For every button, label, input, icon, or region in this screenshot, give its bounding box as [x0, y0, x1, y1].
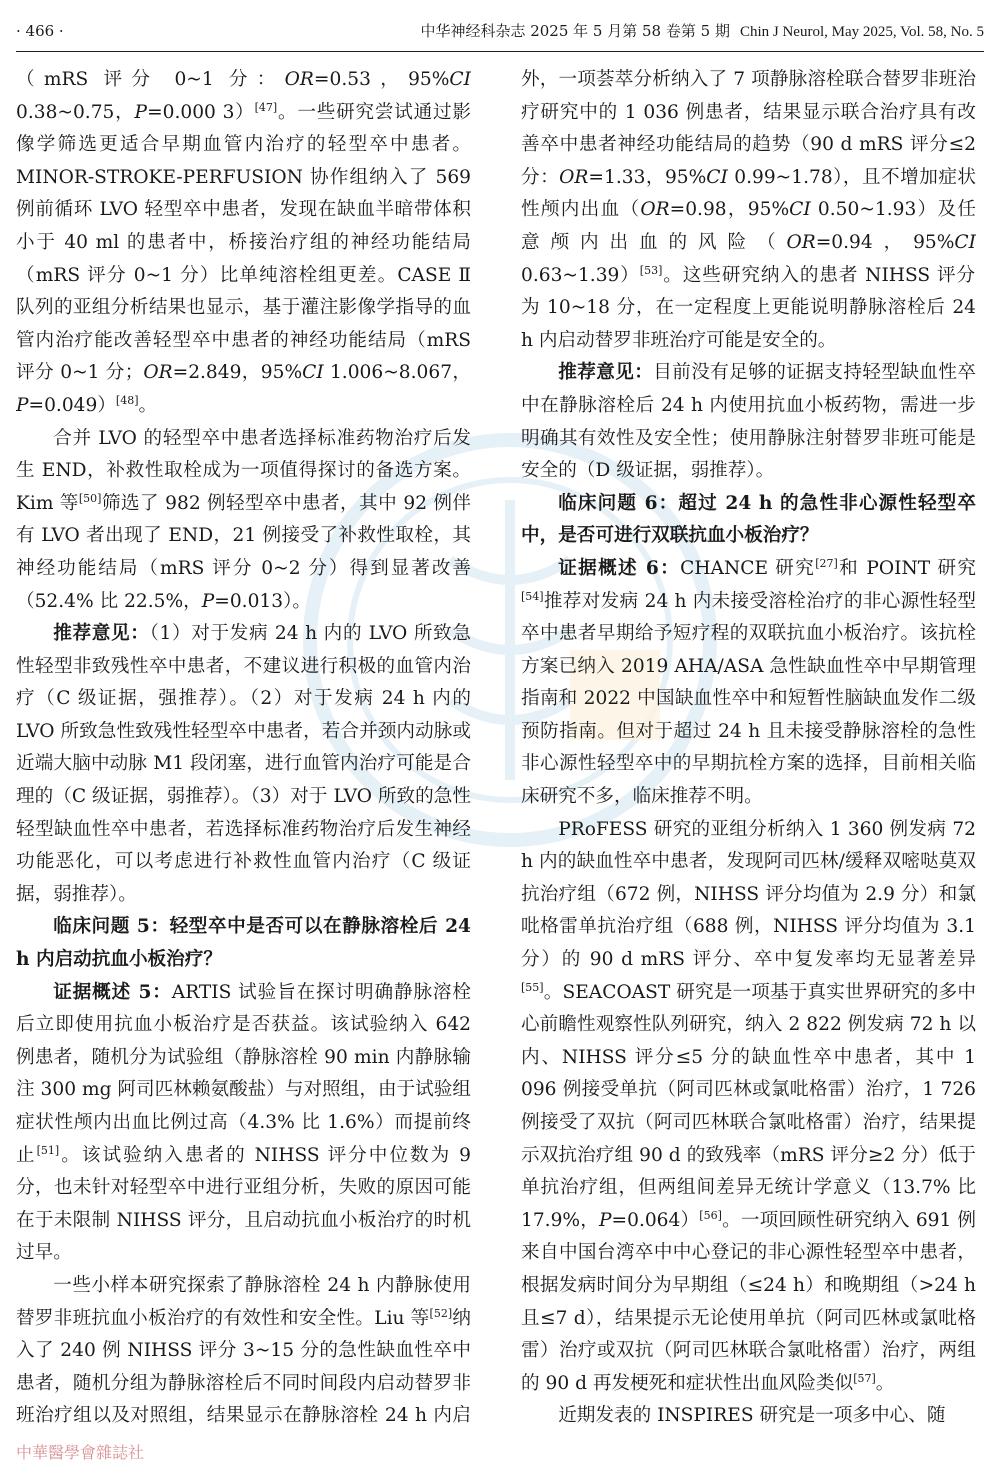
recommendation-label: 推荐意见：	[558, 362, 654, 384]
evidence-paragraph: 证据概述 6：CHANCE 研究[27]和 POINT 研究[54]推荐对发病 24 h 内未接受溶栓治疗的非心源性轻型卒中患者早期给予短疗程的双联抗血小板治疗。该抗栓方案已纳入 2019 AHA/ASA 急性缺血性卒中早期管理指南和 2022 中国缺血性卒中和短暂性脑缺血发作二级预防指南。但对于超过 24 h 且未接受静脉溶栓的急性非心源性轻型卒中的早期抗栓方案的选择，目前相关临床研究不多，临床推荐不明。	[521, 556, 976, 808]
reference-marker: [50]	[78, 491, 102, 505]
reference-marker: [56]	[699, 1208, 722, 1222]
left-column	[16, 64, 471, 1429]
recommendation-paragraph: 推荐意见：（1）对于发病 24 h 内的 LVO 所致急性轻型非致残性卒中患者，不建议进行积极的血管内治疗（C 级证据，强推荐）。（2）对于发病 24 h 内的 LVO 所致急性致残性轻型卒中患者，若合并颈内动脉或近端大脑中动脉 M1 段闭塞，进行血管内治疗可能是合理的（C 级证据，弱推荐）。（3）对于 LVO 所致的急性轻型缺血性卒中患者，若选择标准药物治疗后发生神经功能恶化，可以考虑进行补救性血管内治疗（C 级证据，弱推荐）。	[16, 623, 471, 905]
paragraph: （mRS 评分 0~1 分：OR=0.53，95%CI 0.38~0.75，P=0.000 3）[47]。一些研究尝试通过影像学筛选更适合早期血管内治疗的轻型卒中患者。MINOR-STROKE-PERFUSION 协作组纳入了 569 例前循环 LVO 轻型卒中患者，发现在缺血半暗带体积小于 40 ml 的患者中，桥接治疗组的神经功能结局（mRS 评分 0~1 分）比单纯溶栓组更差。CASE Ⅱ 队列的亚组分析结果也显示，基于灌注影像学指导的血管内治疗能改善轻型卒中患者的神经功能结局（mRS 评分 0~1 分；OR=2.849，95%CI 1.006~8.067，P=0.049）[48]。	[16, 69, 471, 416]
reference-marker: [51]	[36, 1143, 60, 1157]
paragraph: 外，一项荟萃分析纳入了 7 项静脉溶栓联合替罗非班治疗研究中的 1 036 例患者，结果显示联合治疗具有改善卒中患者神经功能结局的趋势（90 d mRS 评分≤2 分：OR=1.33，95%CI 0.99~1.78），且不增加症状性颅内出血（OR=0.98，95%CI 0.50~1.93）及任意颅内出血的风险（OR=0.94，95%CI 0.63~1.39）[53]。这些研究纳入的患者 NIHSS 评分为 10~18 分，在一定程度上更能说明静脉溶栓后 24 h 内启动替罗非班治疗可能是安全的。	[521, 69, 976, 351]
reference-marker: [52]	[429, 1306, 453, 1320]
paragraph: PRoFESS 研究的亚组分析纳入 1 360 例发病 72 h 内的缺血性卒中患者，发现阿司匹林/缓释双嘧哒莫双抗治疗组（672 例，NIHSS 评分均值为 2.9 分）和氯吡格雷单抗治疗组（688 例，NIHSS 评分均值为 3.1 分）的 90 d mRS 评分、卒中复发率均无显著差异[55]。SEACOAST 研究是一项基于真实世界研究的多中心前瞻性观察性队列研究，纳入 2 822 例发病 72 h 以内、NIHSS 评分≤5 分的缺血性卒中患者，其中 1 096 例接受单抗（阿司匹林或氯吡格雷）治疗，1 726 例接受了双抗（阿司匹林联合氯吡格雷）治疗，结果提示双抗治疗组 90 d 的致残率（mRS 评分≥2 分）低于单抗治疗组，但两组间差异无统计学意义（13.7% 比 17.9%，P=0.064）[56]。一项回顾性研究纳入 691 例来自中国台湾卒中中心登记的非心源性轻型卒中患者，根据发病时间分为早期组（≤24 h）和晚期组（>24 h 且≤7 d），结果提示无论使用单抗（阿司匹林或氯吡格雷）治疗或双抗（阿司匹林联合氯吡格雷）治疗，两组的 90 d 再发梗死和症状性出血风险类似[57]。	[521, 818, 976, 1394]
publisher-logo: 中華醫學會雜誌社	[16, 1443, 145, 1462]
journal-name-cn: 中华神经科杂志 2025 年 5 月第 58 卷第 5 期	[420, 22, 730, 40]
clinical-question-heading: 临床问题 5：轻型卒中是否可以在静脉溶栓后 24 h 内启动抗血小板治疗？	[16, 916, 471, 971]
reference-marker: [57]	[853, 1371, 876, 1385]
clinical-question-heading: 临床问题 6：超过 24 h 的急性非心源性轻型卒中，是否可进行双联抗血小板治疗？	[521, 492, 976, 547]
reference-marker: [54]	[521, 589, 544, 603]
right-column	[521, 64, 976, 1429]
paragraph: 近期发表的 INSPIRES 研究是一项多中心、随	[558, 1405, 946, 1427]
journal-citation	[420, 14, 984, 49]
recommendation-label: 推荐意见：	[53, 623, 150, 645]
evidence-paragraph: 证据概述 5：ARTIS 试验旨在探讨明确静脉溶栓后立即使用抗血小板治疗是否获益。该试验纳入 642 例患者，随机分为试验组（静脉溶栓 90 min 内静脉输注 300 mg 阿司匹林赖氨酸盐）与对照组，由于试验组症状性颅内出血比例过高（4.3% 比 1.6%）而提前终止[51]。该试验纳入患者的 NIHSS 评分中位数为 9 分，也未针对轻型卒中进行亚组分析，失败的原因可能在于未限制 NIHSS 评分，且启动抗血小板治疗的时机过早。	[16, 981, 471, 1264]
recommendation-paragraph: 推荐意见：目前没有足够的证据支持轻型缺血性卒中在静脉溶栓后 24 h 内使用抗血小板药物，需进一步明确其有效性及安全性；使用静脉注射替罗非班可能是安全的（D 级证据，弱推荐）。	[521, 362, 976, 482]
reference-marker: [27]	[815, 556, 838, 570]
reference-marker: [48]	[115, 393, 139, 407]
page-number: · 466 ·	[16, 22, 64, 40]
evidence-label: 证据概述 6：	[558, 557, 681, 579]
paragraph: 合并 LVO 的轻型卒中患者选择标准药物治疗后发生 END，补救性取栓成为一项值得探讨的备选方案。Kim 等[50]筛选了 982 例轻型卒中患者，其中 92 例伴有 LVO 者出现了 END，21 例接受了补救性取栓，其神经功能结局（mRS 评分 0~2 分）得到显著改善（52.4% 比 22.5%，P=0.013）。	[16, 427, 471, 612]
reference-marker: [47]	[254, 100, 278, 114]
paragraph: 一些小样本研究探索了静脉溶栓 24 h 内静脉使用替罗非班抗血小板治疗的有效性和安全性。Liu 等[52]纳入了 240 例 NIHSS 评分 3~15 分的急性缺血性卒中患者，随机分组为静脉溶栓后不同时间段内启动替罗非班治疗组以及对照组，结果显示在静脉溶栓 24 h 内启	[16, 1274, 471, 1427]
reference-marker: [53]	[639, 263, 663, 277]
running-header	[16, 14, 984, 48]
evidence-label: 证据概述 5：	[53, 981, 172, 1003]
reference-marker: [55]	[521, 980, 544, 994]
journal-name-en: Chin J Neurol, May 2025, Vol. 58, No. 5	[739, 24, 984, 40]
header-rule	[16, 51, 984, 52]
